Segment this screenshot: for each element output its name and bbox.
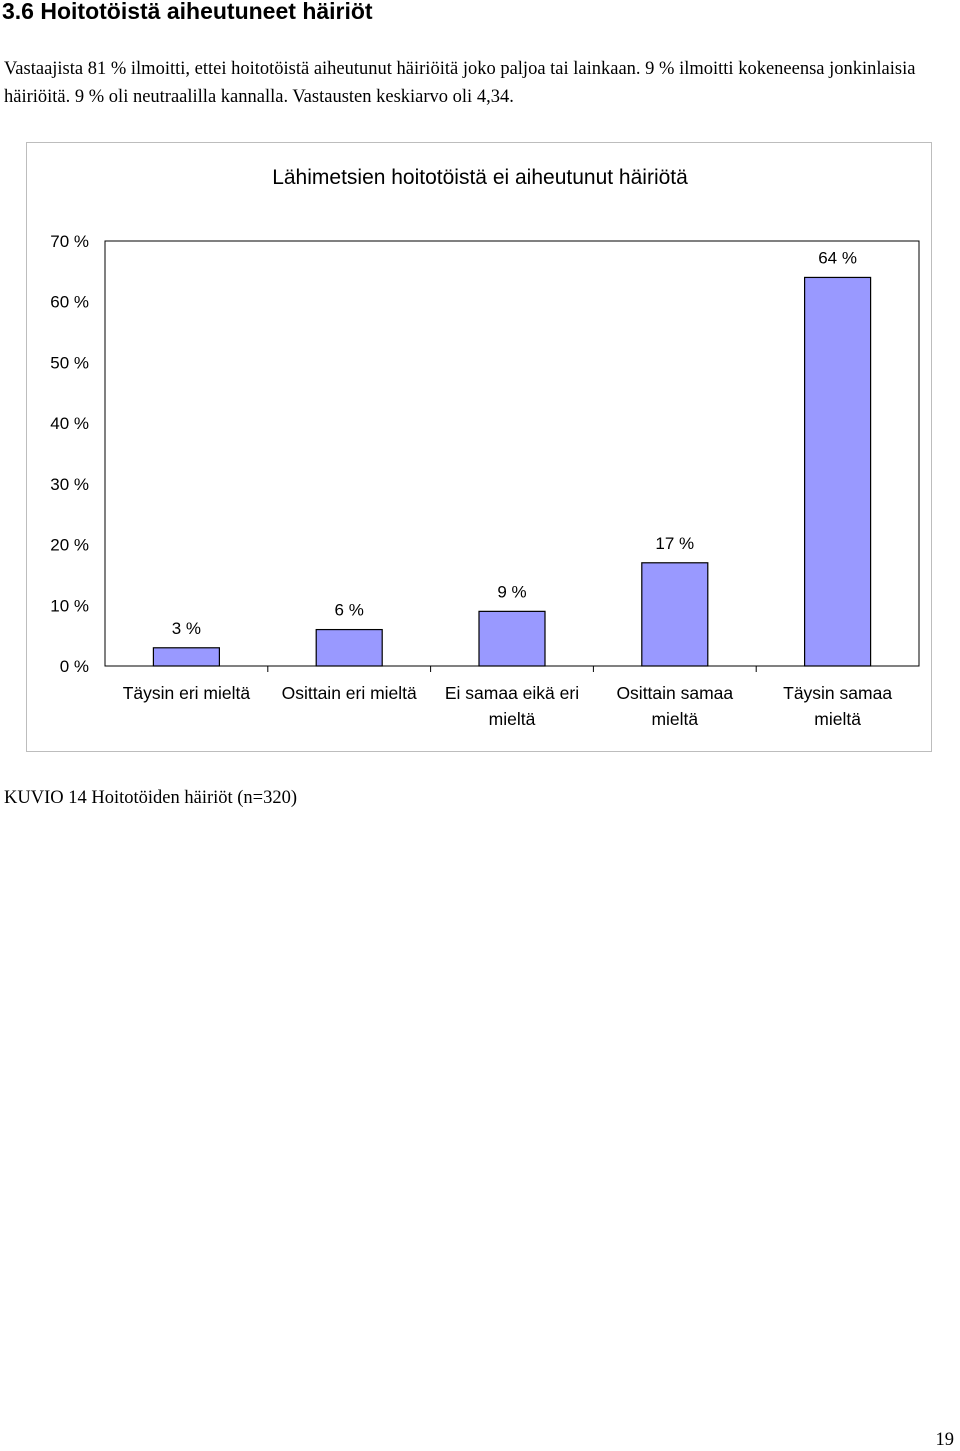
y-tick-label: 50 % [50,353,89,373]
body-paragraph: Vastaajista 81 % ilmoitti, ettei hoitotöistä aiheutunut häiriöitä joko paljoa tai lainkaan. 9 % ilmoitti kokeneensa jonkinlaisia häiriöitä. 9 % oli neutraalilla kannalla. Vastausten keskiarvo oli 4,34. [4,59,916,107]
section-heading: 3.6 Hoitotöistä aiheutuneet häiriöt [2,0,373,24]
y-tick-label: 30 % [50,474,89,494]
chart-title: Lähimetsien hoitotöistä ei aiheutunut häiriötä [272,166,688,189]
data-label: 6 % [334,600,364,620]
bar [479,611,545,666]
data-label: 64 % [818,248,857,268]
category-label: Täysin samaa mieltä [783,683,893,729]
category-label: Täysin eri mieltä [122,683,251,703]
y-tick-label: 40 % [50,414,89,434]
y-tick-label: 10 % [50,596,89,616]
plot-area [105,241,919,666]
bar [316,630,382,666]
y-tick-label: 0 % [59,657,89,676]
bar-chart [27,143,933,753]
bar [153,648,219,666]
y-tick-label: 60 % [50,292,89,312]
data-label: 17 % [655,533,695,553]
data-label: 9 % [497,582,527,602]
category-label: Osittain samaa mieltä [616,683,734,729]
category-label: Ei samaa eikä eri mieltä [444,683,580,729]
page-number: 19 [935,1430,954,1450]
bar [642,563,708,666]
bar [805,277,871,666]
y-tick-label: 70 % [50,232,89,251]
y-tick-label: 20 % [50,535,89,555]
data-label: 3 % [171,618,202,638]
chart-frame [26,142,932,752]
figure-caption: KUVIO 14 Hoitotöiden häiriöt (n=320) [4,788,298,808]
category-label: Osittain eri mieltä [281,683,417,703]
